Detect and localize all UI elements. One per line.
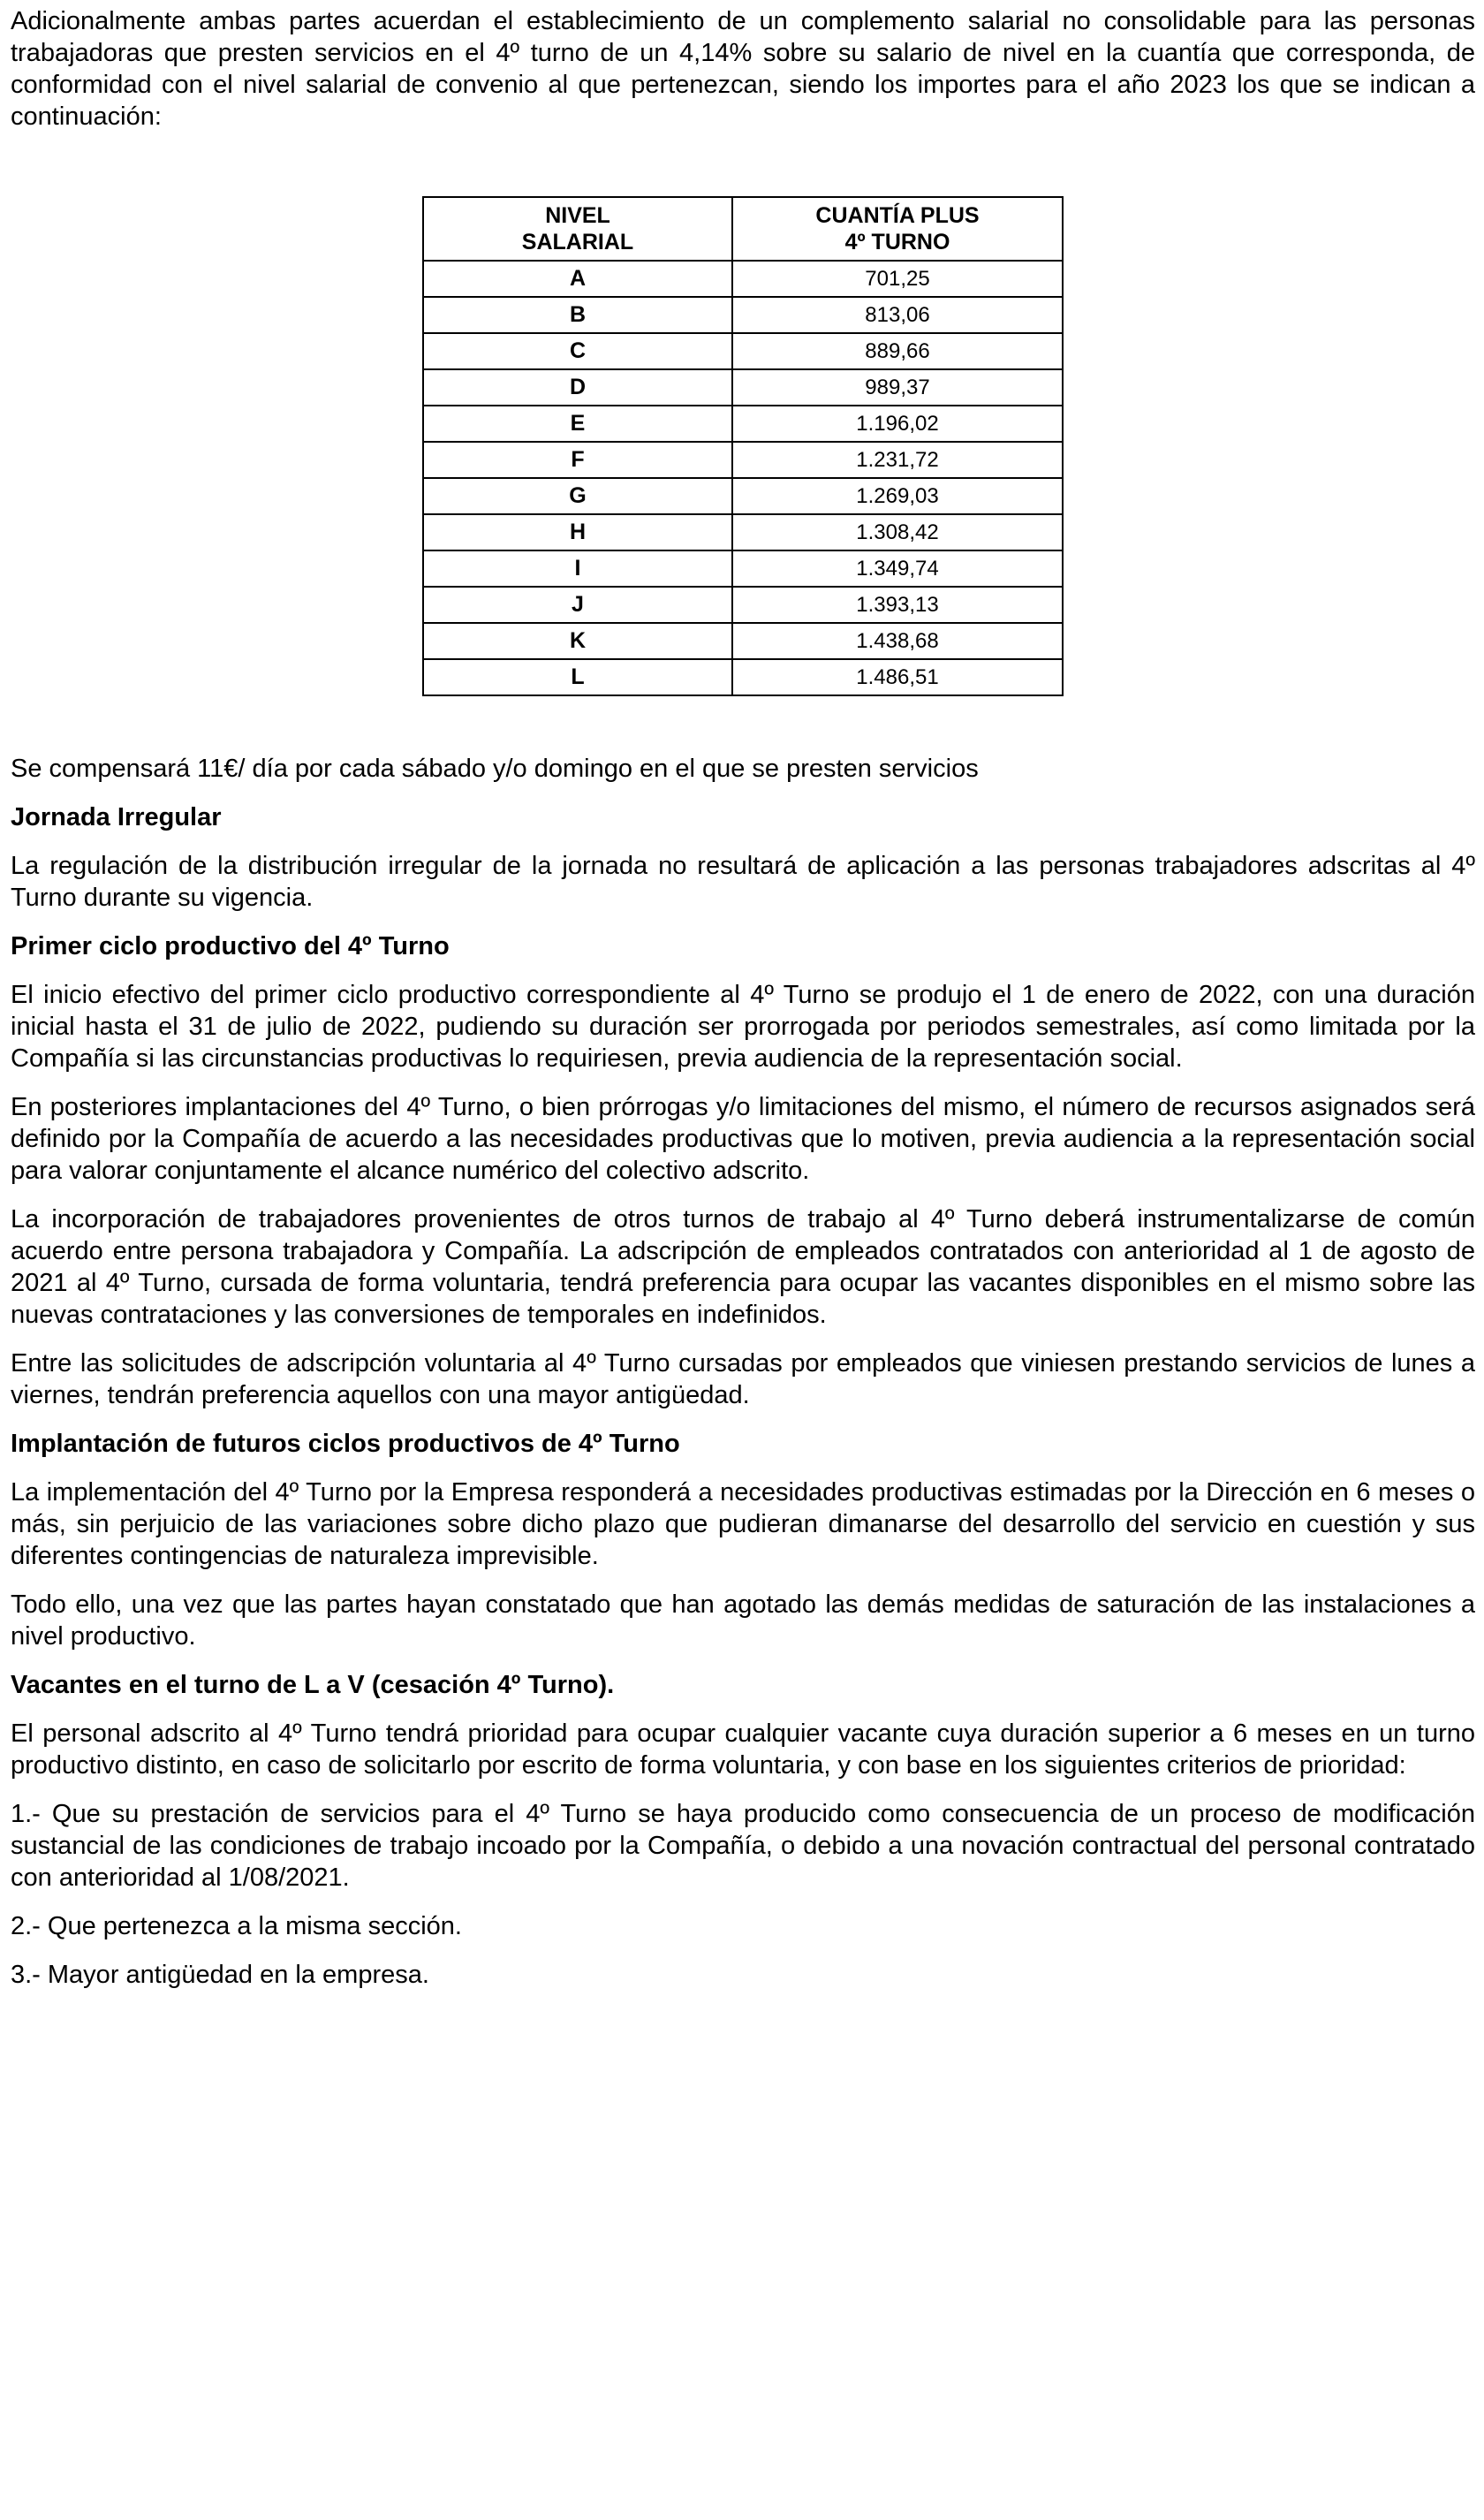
body-paragraph: Todo ello, una vez que las partes hayan constatado que han agotado las demás medidas de saturación de las instalaciones a nivel productivo.: [11, 1590, 1475, 1651]
salary-table-row: [423, 587, 1063, 623]
salary-table-row: [423, 550, 1063, 587]
table-header-row: [423, 197, 1063, 261]
section-heading: Jornada Irregular: [11, 803, 222, 831]
level-cell: G: [423, 478, 732, 514]
header-line: CUANTÍA PLUS: [815, 203, 980, 228]
level-cell: F: [423, 442, 732, 478]
salary-table-row: [423, 333, 1063, 369]
section-heading: Primer ciclo productivo del 4º Turno: [11, 932, 450, 960]
salary-table-row: [423, 659, 1063, 695]
amount-cell: 1.196,02: [732, 406, 1063, 442]
body-paragraph: La implementación del 4º Turno por la Empresa responderá a necesidades productivas estimadas por la Dirección en 6 meses o más, sin perjuicio de las variaciones sobre dicho plazo que pudieran dimanarse del desarrollo del servicio en cuestión y sus diferentes contingencias de naturaleza imprevisible.: [11, 1478, 1475, 1570]
section-heading: Vacantes en el turno de L a V (cesación 4º Turno).: [11, 1671, 615, 1699]
amount-cell: 701,25: [732, 261, 1063, 297]
level-cell: D: [423, 369, 732, 406]
level-cell: I: [423, 550, 732, 587]
body-paragraph: En posteriores implantaciones del 4º Turno, o bien prórrogas y/o limitaciones del mismo, el número de recursos asignados será definido por la Compañía de acuerdo a las necesidades productivas que lo motiven, previa audiencia a la representación social para valorar conjuntamente el alcance numérico del colectivo adscrito.: [11, 1093, 1475, 1185]
level-cell: K: [423, 623, 732, 659]
level-cell: A: [423, 261, 732, 297]
body-paragraph: 2.- Que pertenezca a la misma sección.: [11, 1912, 462, 1940]
salary-table: [422, 196, 1064, 696]
body-paragraph: El personal adscrito al 4º Turno tendrá prioridad para ocupar cualquier vacante cuya duración superior a 6 meses en un turno productivo distinto, en caso de solicitarlo por escrito de forma voluntaria, y con base en los siguientes criterios de prioridad:: [11, 1719, 1475, 1780]
level-cell: B: [423, 297, 732, 333]
section-heading: Implantación de futuros ciclos productivos de 4º Turno: [11, 1430, 680, 1458]
level-cell: J: [423, 587, 732, 623]
level-cell: C: [423, 333, 732, 369]
amount-cell: 1.269,03: [732, 478, 1063, 514]
salary-table-head: [423, 197, 1063, 261]
level-cell: L: [423, 659, 732, 695]
header-cuantia-plus: [732, 197, 1063, 261]
salary-table-row: [423, 297, 1063, 333]
salary-table-row: [423, 406, 1063, 442]
salary-table-row: [423, 478, 1063, 514]
body-paragraph: Se compensará 11€/ día por cada sábado y/o domingo en el que se presten servicios: [11, 755, 979, 783]
body-paragraph: Entre las solicitudes de adscripción voluntaria al 4º Turno cursadas por empleados que viniesen prestando servicios de lunes a viernes, tendrán preferencia aquellos con una mayor antigüedad.: [11, 1349, 1475, 1409]
amount-cell: 1.349,74: [732, 550, 1063, 587]
level-cell: E: [423, 406, 732, 442]
document-body: [11, 753, 1475, 1991]
header-line: NIVEL: [545, 203, 610, 228]
body-paragraph: 3.- Mayor antigüedad en la empresa.: [11, 1961, 429, 1989]
salary-table-row: [423, 623, 1063, 659]
salary-table-row: [423, 369, 1063, 406]
salary-table-row: [423, 261, 1063, 297]
header-nivel-salarial: [423, 197, 732, 261]
intro-paragraph: Adicionalmente ambas partes acuerdan el establecimiento de un complemento salarial no consolidable para las personas trabajadoras que presten servicios en el 4º turno de un 4,14% sobre su salario de nivel en la cuantía que corresponda, de conformidad con el nivel salarial de convenio al que pertenezcan, siendo los importes para el año 2023 los que se indican a continuación:: [11, 7, 1475, 131]
body-paragraph: 1.- Que su prestación de servicios para el 4º Turno se haya producido como consecuencia de un proceso de modificación sustancial de las condiciones de trabajo incoado por la Compañía, o debido a una novación contractual del personal contratado con anterioridad al 1/08/2021.: [11, 1800, 1475, 1892]
amount-cell: 889,66: [732, 333, 1063, 369]
level-cell: H: [423, 514, 732, 550]
amount-cell: 989,37: [732, 369, 1063, 406]
amount-cell: 1.393,13: [732, 587, 1063, 623]
amount-cell: 1.231,72: [732, 442, 1063, 478]
amount-cell: 1.486,51: [732, 659, 1063, 695]
header-line: SALARIAL: [521, 230, 634, 254]
body-paragraph: La incorporación de trabajadores provenientes de otros turnos de trabajo al 4º Turno deberá instrumentalizarse de común acuerdo entre persona trabajadora y Compañía. La adscripción de empleados contratados con anterioridad al 1 de agosto de 2021 al 4º Turno, cursada de forma voluntaria, tendrá preferencia para ocupar las vacantes disponibles en el mismo sobre las nuevas contrataciones y las conversiones de temporales en indefinidos.: [11, 1205, 1475, 1329]
body-paragraph: La regulación de la distribución irregular de la jornada no resultará de aplicación a las personas trabajadores adscritas al 4º Turno durante su vigencia.: [11, 852, 1475, 912]
amount-cell: 1.438,68: [732, 623, 1063, 659]
header-line: 4º TURNO: [844, 230, 950, 254]
salary-table-row: [423, 442, 1063, 478]
body-paragraph: El inicio efectivo del primer ciclo productivo correspondiente al 4º Turno se produjo el 1 de enero de 2022, con una duración inicial hasta el 31 de julio de 2022, pudiendo su duración ser prorrogada por periodos semestrales, así como limitada por la Compañía si las circunstancias productivas lo requiriesen, previa audiencia de la representación social.: [11, 981, 1475, 1073]
salary-table-body: [423, 261, 1063, 695]
amount-cell: 813,06: [732, 297, 1063, 333]
amount-cell: 1.308,42: [732, 514, 1063, 550]
salary-table-row: [423, 514, 1063, 550]
